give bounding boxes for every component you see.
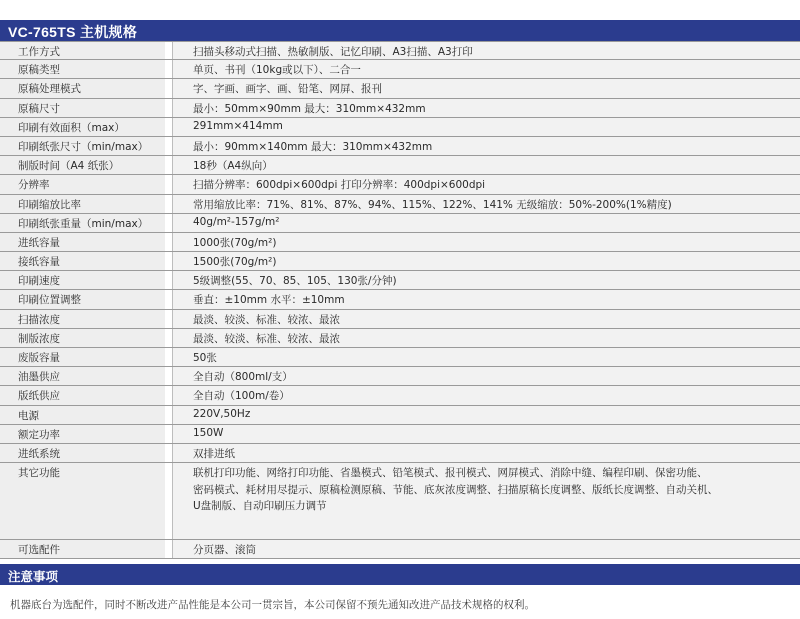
spec-label-cell — [0, 214, 165, 232]
spec-value: 垂直：±10mm 水平：±10mm — [193, 294, 345, 307]
spec-label-cell — [0, 42, 165, 59]
spec-label: 接纸容量 — [18, 256, 60, 269]
spec-label: 分辨率 — [18, 179, 50, 192]
spec-value: 220V,50Hz — [193, 407, 251, 420]
spec-row — [0, 425, 800, 444]
spec-value-cell — [172, 271, 800, 289]
spec-label: 原稿类型 — [18, 64, 60, 77]
spec-value: 1000张(70g/m²) — [193, 236, 277, 249]
spec-row — [0, 195, 800, 214]
spec-value: 最淡、较淡、标准、较浓、最浓 — [193, 313, 340, 326]
spec-value-cell — [172, 463, 800, 539]
spec-row — [0, 367, 800, 386]
spec-value-cell — [172, 233, 800, 251]
spec-row — [0, 252, 800, 271]
spec-row — [0, 41, 800, 60]
spec-label-cell — [0, 79, 165, 97]
spec-label: 印刷位置调整 — [18, 294, 81, 307]
spec-label: 制版时间（A4 纸张） — [18, 160, 120, 173]
spec-value-cell — [172, 156, 800, 174]
spec-value-cell — [172, 175, 800, 193]
spec-row — [0, 406, 800, 425]
spec-row-other-functions — [0, 463, 800, 540]
spec-label: 印刷纸张重量（min/max） — [18, 217, 149, 230]
spec-value: 双排进纸 — [193, 447, 235, 460]
spec-value-cell — [172, 367, 800, 385]
spec-value-cell — [172, 252, 800, 270]
notice-text: 机器底台为选配件，同时不断改进产品性能是本公司一贯宗旨，本公司保留不预先通知改进产品技术规格的权利。 — [10, 599, 535, 611]
spec-value-cell — [172, 79, 800, 97]
spec-row — [0, 137, 800, 156]
spec-label-cell — [0, 386, 165, 404]
spec-value-cell — [172, 60, 800, 78]
spec-label: 印刷有效面积（max） — [18, 121, 125, 134]
spec-value-cell — [172, 329, 800, 347]
spec-label: 原稿尺寸 — [18, 102, 60, 115]
spec-row — [0, 290, 800, 309]
spec-value: 40g/m²-157g/m² — [193, 215, 280, 228]
spec-value: 最小：90mm×140mm 最大：310mm×432mm — [193, 140, 433, 153]
spec-label: 版纸供应 — [18, 390, 60, 403]
spec-label-cell — [0, 367, 165, 385]
spec-value: 5级调整(55、70、85、105、130张/分钟) — [193, 275, 397, 288]
spec-value-cell — [172, 425, 800, 443]
spec-value: 全自动（100m/卷） — [193, 390, 290, 403]
spec-label-cell — [0, 329, 165, 347]
spec-label: 可选配件 — [18, 544, 60, 557]
spec-value-cell — [172, 137, 800, 155]
spec-label: 扫描浓度 — [18, 313, 60, 326]
spec-label-cell — [0, 540, 165, 558]
spec-value-cell — [172, 42, 800, 59]
spec-value: 单页、书刊（10kg或以下）、二合一 — [193, 64, 361, 77]
spec-label-cell — [0, 137, 165, 155]
spec-label-cell — [0, 271, 165, 289]
spec-label: 电源 — [18, 409, 39, 422]
spec-value-cell — [172, 540, 800, 558]
spec-value-cell — [172, 406, 800, 424]
spec-value: 最小：50mm×90mm 最大：310mm×432mm — [193, 102, 426, 115]
spec-row — [0, 444, 800, 463]
spec-label: 废版容量 — [18, 352, 60, 364]
spec-value-cell — [172, 290, 800, 308]
spec-label-cell — [0, 118, 165, 136]
spec-label: 印刷缩放比率 — [18, 198, 81, 211]
notice-bar — [0, 564, 800, 585]
spec-row — [0, 175, 800, 194]
spec-label: 额定功率 — [18, 428, 60, 441]
spec-row — [0, 386, 800, 405]
spec-value-cell — [172, 348, 800, 366]
spec-value-cell — [172, 118, 800, 136]
spec-label-cell — [0, 463, 165, 539]
spec-label-cell — [0, 406, 165, 424]
spec-value-cell — [172, 386, 800, 404]
other-functions-list — [193, 465, 718, 515]
spec-label: 制版浓度 — [18, 332, 60, 345]
spec-label-cell — [0, 290, 165, 308]
spec-value-cell — [172, 99, 800, 117]
spec-label: 其它功能 — [18, 467, 60, 480]
spec-value-cell — [172, 444, 800, 462]
spec-label-cell — [0, 175, 165, 193]
spec-value: 150W — [193, 426, 224, 439]
spec-label-cell — [0, 425, 165, 443]
spec-label: 进纸系统 — [18, 447, 60, 460]
spec-label-cell — [0, 233, 165, 251]
spec-row — [0, 348, 800, 367]
spec-label: 印刷纸张尺寸（min/max） — [18, 140, 149, 153]
page-title: VC-765TS 主机规格 — [8, 24, 138, 40]
other-functions-line: U盘制版、自动印刷压力调节 — [193, 500, 327, 513]
spec-value: 字、字画、画字、画、铅笔、网屏、报刊 — [193, 83, 382, 96]
spec-value-cell — [172, 214, 800, 232]
spec-value: 1500张(70g/m²) — [193, 256, 277, 269]
spec-label: 油墨供应 — [18, 371, 60, 384]
spec-row — [0, 118, 800, 137]
spec-label: 工作方式 — [18, 46, 60, 58]
spec-value: 扫描分辨率：600dpi×600dpi 打印分辨率：400dpi×600dpi — [193, 179, 486, 192]
spec-label-cell — [0, 99, 165, 117]
header-bar — [0, 20, 800, 41]
spec-table — [0, 41, 800, 559]
spec-value: 全自动（800ml/支） — [193, 371, 293, 384]
spec-row — [0, 99, 800, 118]
spec-label-cell — [0, 195, 165, 213]
spec-label-cell — [0, 156, 165, 174]
spec-row — [0, 156, 800, 175]
spec-row-optional — [0, 540, 800, 559]
other-functions-line: 联机打印功能、网络打印功能、省墨模式、铅笔模式、报刊模式、网屏模式、消除中缝、编程印刷、保密功能、 — [193, 467, 708, 480]
spec-value: 18秒（A4纵向） — [193, 160, 273, 173]
spec-value: 50张 — [193, 352, 217, 364]
spec-row — [0, 310, 800, 329]
other-functions-line: 密码模式、耗材用尽提示、原稿检测原稿、节能、底灰浓度调整、扫描原稿长度调整、版纸长度调整、自动关机、 — [193, 483, 718, 496]
spec-row — [0, 214, 800, 233]
spec-row — [0, 60, 800, 79]
spec-value-cell — [172, 310, 800, 328]
spec-label: 进纸容量 — [18, 236, 60, 249]
spec-label: 印刷速度 — [18, 275, 60, 288]
spec-row — [0, 233, 800, 252]
spec-value: 扫描头移动式扫描、热敏制版、记忆印刷、A3扫描、A3打印 — [193, 46, 473, 58]
spec-label-cell — [0, 444, 165, 462]
spec-label-cell — [0, 252, 165, 270]
spec-value: 常用缩放比率：71%、81%、87%、94%、115%、122%、141% 无级缩放：50%-200%(1%精度) — [193, 198, 672, 211]
spec-row — [0, 271, 800, 290]
spec-value: 291mm×414mm — [193, 119, 283, 132]
spec-label-cell — [0, 60, 165, 78]
spec-label-cell — [0, 310, 165, 328]
spec-label: 原稿处理模式 — [18, 83, 81, 96]
spec-row — [0, 329, 800, 348]
spec-value: 最淡、较淡、标准、较浓、最浓 — [193, 332, 340, 345]
spec-row — [0, 79, 800, 98]
notice-title: 注意事项 — [8, 569, 59, 584]
spec-value: 分页器、滚筒 — [193, 544, 256, 557]
spec-label-cell — [0, 348, 165, 366]
spec-value-cell — [172, 195, 800, 213]
